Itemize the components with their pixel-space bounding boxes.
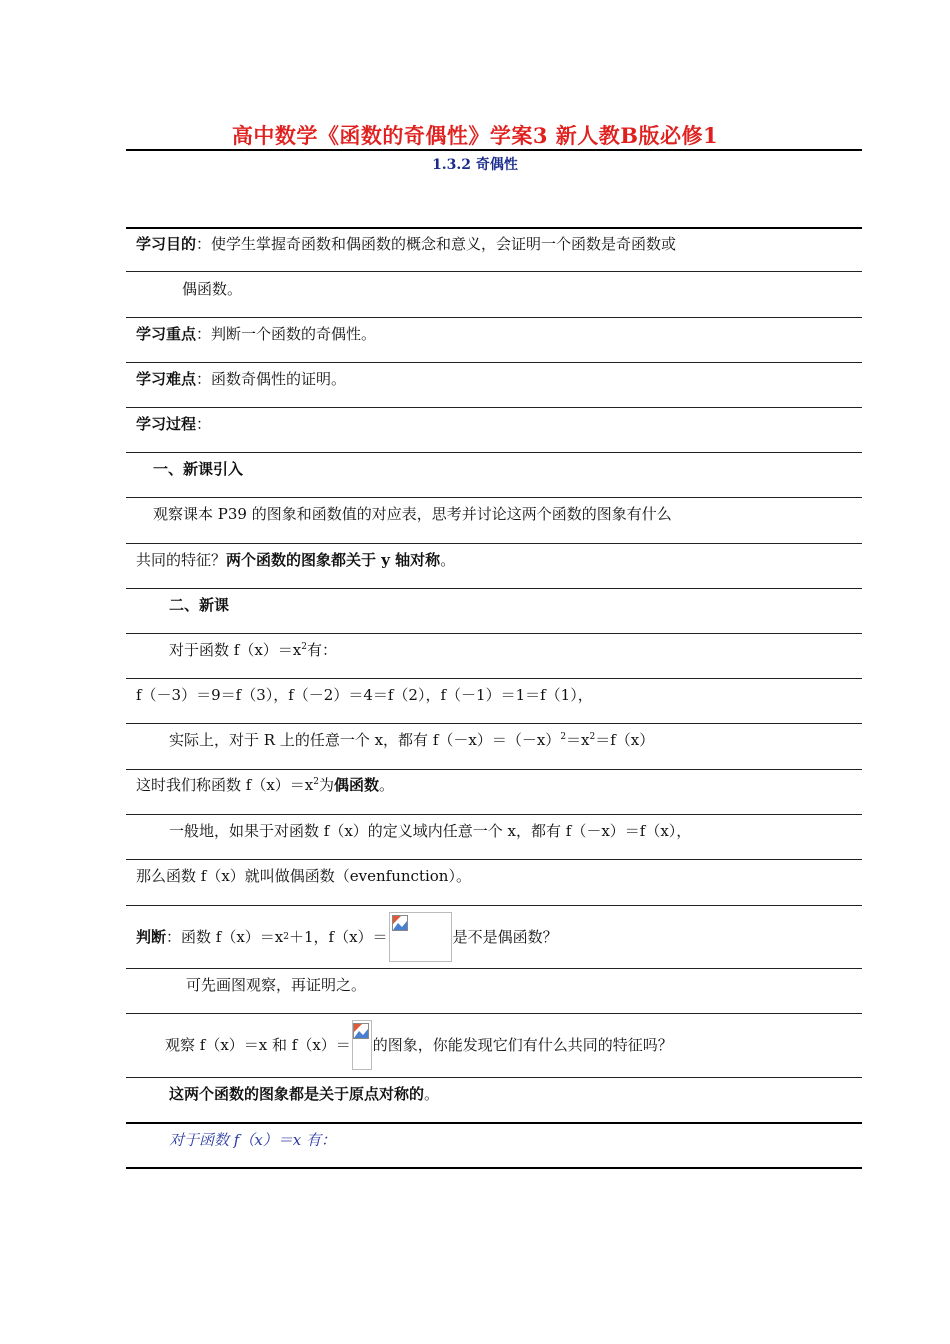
text: 有： xyxy=(306,641,337,659)
superscript: 2 xyxy=(313,777,319,787)
definition-line2: 那么函数 f（x）就叫做偶函数（evenfunction）。 xyxy=(136,867,471,885)
section2-heading: 二、新课 xyxy=(169,596,230,614)
text: 。 xyxy=(424,1085,440,1103)
goal-label: 学习目的 xyxy=(136,235,197,253)
judge-label: 判断 xyxy=(136,927,167,946)
row-rule xyxy=(126,678,862,679)
even-function-naming xyxy=(136,775,394,795)
text: 是不是偶函数？ xyxy=(452,927,558,946)
bold-text: 这两个函数的图象都是关于原点对称的 xyxy=(169,1085,425,1103)
text: ：函数 f（x）＝x xyxy=(166,927,284,946)
text: ＋1，f（x）＝ xyxy=(289,927,388,946)
goal-text: ：使学生掌握奇函数和偶函数的概念和意义，会证明一个函数是奇函数或 xyxy=(196,235,677,253)
row-rule xyxy=(126,452,862,453)
text: 实际上，对于 R 上的任意一个 x，都有 f（－x）＝（－x） xyxy=(169,731,561,749)
formula-image xyxy=(389,912,452,962)
superscript: 2 xyxy=(301,642,307,652)
formula-image xyxy=(352,1020,372,1070)
row-rule xyxy=(126,271,862,272)
conclusion xyxy=(169,1084,439,1104)
row-rule xyxy=(126,362,862,363)
text: 观察 f（x）＝x 和 f（x）＝ xyxy=(165,1036,351,1054)
section1-paragraph-continued xyxy=(136,550,455,570)
row-rule xyxy=(126,317,862,318)
para-suffix: 。 xyxy=(440,551,456,569)
table-top-rule xyxy=(126,227,862,229)
document-title: 高中数学《函数的奇偶性》学案3 新人教B版必修1 xyxy=(231,123,719,148)
focus-text: ：判断一个函数的奇偶性。 xyxy=(196,325,377,343)
row-rule xyxy=(126,1122,862,1124)
text: ＝f（x） xyxy=(595,731,655,749)
definition-line1: 一般地，如果于对函数 f（x）的定义域内任意一个 x，都有 f（－x）＝f（x）， xyxy=(169,822,692,840)
function-values: f（－3）＝9＝f（3），f（－2）＝4＝f（2），f（－1）＝1＝f（1）， xyxy=(136,686,593,704)
judge-question: 判断 ：函数 f（x）＝x 2 ＋1，f（x）＝ 是不是偶函数？ xyxy=(136,905,558,968)
difficulty-text: ：函数奇偶性的证明。 xyxy=(196,370,347,388)
general-statement xyxy=(169,730,654,750)
row-rule xyxy=(126,814,862,815)
text: 的图象，你能发现它们有什么共同的特征吗？ xyxy=(372,1036,673,1054)
title-rule xyxy=(126,149,862,151)
process-label: 学习过程 xyxy=(136,415,197,433)
text: 这时我们称函数 f（x）＝x xyxy=(136,776,314,794)
learning-goal xyxy=(136,234,676,254)
section-subtitle: 1.3.2 奇偶性 xyxy=(432,157,518,173)
para-bold: 两个函数的图象都关于 y 轴对称 xyxy=(226,551,441,569)
superscript: 2 xyxy=(589,732,596,742)
table-bottom-rule xyxy=(126,1167,862,1169)
text: 。 xyxy=(379,776,395,794)
para-prefix: 共同的特征？ xyxy=(136,551,227,569)
row-rule xyxy=(126,543,862,544)
observe-question xyxy=(165,1013,673,1077)
example-function xyxy=(169,640,337,660)
section1-paragraph: 观察课本 P39 的图象和函数值的对应表，思考并讨论这两个函数的图象有什么 xyxy=(153,505,672,523)
row-rule xyxy=(126,968,862,969)
learning-process xyxy=(136,414,211,434)
broken-image-icon xyxy=(353,1023,369,1039)
row-rule xyxy=(126,1077,862,1078)
text: 为 xyxy=(318,776,334,794)
row-rule xyxy=(126,407,862,408)
learning-focus xyxy=(136,324,376,344)
difficulty-label: 学习难点 xyxy=(136,370,197,388)
text: 对于函数 f（x）＝x xyxy=(169,641,302,659)
bold-term: 偶函数 xyxy=(334,776,380,794)
superscript: 2 xyxy=(560,732,567,742)
broken-image-icon xyxy=(392,915,408,931)
process-colon: ： xyxy=(196,415,212,433)
row-rule xyxy=(126,497,862,498)
section1-heading: 一、新课引入 xyxy=(153,460,244,478)
goal-text-continued: 偶函数。 xyxy=(182,280,243,298)
focus-label: 学习重点 xyxy=(136,325,197,343)
row-rule xyxy=(126,859,862,860)
text: ＝x xyxy=(566,731,590,749)
odd-function-example: 对于函数 f（x）＝x 有： xyxy=(169,1131,337,1149)
learning-difficulty xyxy=(136,369,346,389)
row-rule xyxy=(126,769,862,770)
hint-text: 可先画图观察，再证明之。 xyxy=(186,976,367,994)
row-rule xyxy=(126,723,862,724)
row-rule xyxy=(126,588,862,589)
row-rule xyxy=(126,633,862,634)
